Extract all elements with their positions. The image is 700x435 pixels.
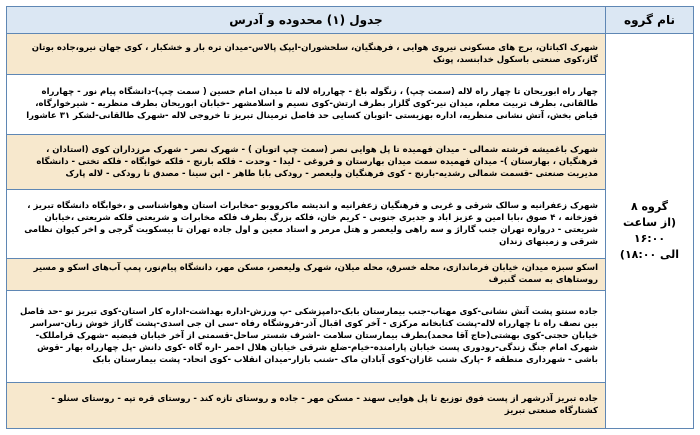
table-row — [7, 290, 694, 382]
area-cell: شهرک زعفرانیه و سالک شرقی و غربی و فرهنگیان زعفرانیه و اندیشه ماکرووبو -مخابرات استان وهواشناسی و ،خوابگاه دانشگاه تبریز ، فوزخانه ، ۴ صوق ،بابا امین و عزیز اباد و جدیری جنوبی - کریم خان، فلکه بزرگ بطرف فلکه مخابرات و شریعتی فلکه شریعتی ،خیابان شریعتی - دروازه تهران جنب گاراژ و سه راهی ولیعصر و هتل مرمر و استاد معین و اول جاده تهران تا بیسکویت گرجی و اخر کیوان نظامی شرقی و زمینهای زندان — [7, 190, 606, 259]
schedule-table — [6, 6, 694, 429]
area-cell: شهرک اکباتان، برج های مسکونی نیروی هوایی ، فرهنگیان، سلحشوران-ایپک پالاس-میدان تره بار و خشکبار ، کوی جهان نیرو،جاده بوتان گاز،کوی صنعتی باسکول خدابنسد، پونک — [7, 33, 606, 74]
area-cell: چهار راه ابوریحان تا چهار راه لاله (سمت چپ) ، زنگوله باغ - چهارراه لاله تا میدان امام حسین ( سمت چپ)-دانشگاه پیام نور - چهارراه طالقانی، بطرف تربیت معلم، میدان نیر-کوی گلزار بطرف ارتش-کوی نسیم و اسلامشهر -خیابان ابوریحان بطرف منظریه - شیرخوارگاه، فیاض بخش، آتش نشانی منظریه، اداره بهزیستی -اتوبان کسایی حد فاصل ترمینال تبریز تا خروجی لاله -شهرک طالقانی-لشکر ۳۱ عاشورا — [7, 74, 606, 134]
area-cell: شهرک باغمیشه فرشته شمالی - میدان فهمیده تا پل هوایی نصر (سمت چپ اتوبان ) - شهرک نصر - شهرک مرزداران کوی (استادان ، فرهنگیان ، بهارستان )- میدان فهمیده سمت میدان بهارستان و فروغی - لیدا - وحدت - فلکه بارنج - فلکه خوابگاه - فلکه تختی - دانشگاه مدیریت صنعتی -قسمت شمالی رشدیه-بارنج - کوی فرهنگیان ولیعصر - رودکی بابا طاهر - ابن سینا - مصدق تا رودکی - لاله پارک — [7, 135, 606, 190]
table-row — [7, 135, 694, 190]
group-time-to: الی ۱۸:۰۰) — [619, 247, 680, 261]
area-cell: جاده سنتو پشت آتش نشانی-کوی مهتاب-جنب بیمارستان بابک-دامپزشکی -پ ورزش-اداره بهداشت-اداره کار استان-کوی تبریز نو -حد فاصل بین نصف راه تا چهارراه لاله-پشت کتابخانه مرکزی - آخر کوی اقبال آذر-فروشگاه رفاه -سی ان جی اسدی-پشت گاراژ خوش زبان-سراسر خیابان حجتی-کوی بهشتی(حاج آقا محمد)بطرف بیمارستان سلامت -اشرف شستر ساحل-قسمتی از آخر خیابان فیضیه -شهرک قرامللک-شهرک امام جنگ زندگی-رودوری پست خیابان پارامنده-خیام-ضلع شرقی خیابان هلال احمر -اره گاه -کوی دانش -پل چهارراه بهار -قوش باشی - شهرداری منطقه ۶ -پارک شنب غازان-کوی آبادان ماک -شنب بازار-میدان انقلاب -کوی اتحاد- پشت بیمارستان بابک — [7, 290, 606, 382]
header-group-name: نام گروه — [606, 7, 694, 34]
table-row — [7, 74, 694, 134]
header-area-address: جدول (۱) محدوده و آدرس — [7, 7, 606, 34]
table-row — [7, 33, 694, 74]
group-time-from: (از ساعت ۱۶:۰۰ — [622, 215, 677, 245]
table-row — [7, 258, 694, 290]
table-row — [7, 190, 694, 259]
table-row — [7, 382, 694, 428]
area-cell: اسکو سبزه میدان، خیابان فرماندازی، محله خسرق، محله میلان، شهرک ولیعصر، مسکن مهر، دانشگاه پیام‌نور، پمپ آب‌های اسکو و مسیر روستاهای به سمت گنبرف — [7, 258, 606, 290]
area-cell: جاده تبریز آذرشهر از پست فوق توزیع تا پل هوایی سهند - مسکن مهر - جاده و روستای تازه کند - روستای قره تپه - روستای سنلو - کشتارگاه صنعتی تبریز — [7, 382, 606, 428]
group-cell — [606, 33, 694, 428]
table-header-row — [7, 7, 694, 34]
group-name: گروه ۸ — [630, 199, 669, 213]
